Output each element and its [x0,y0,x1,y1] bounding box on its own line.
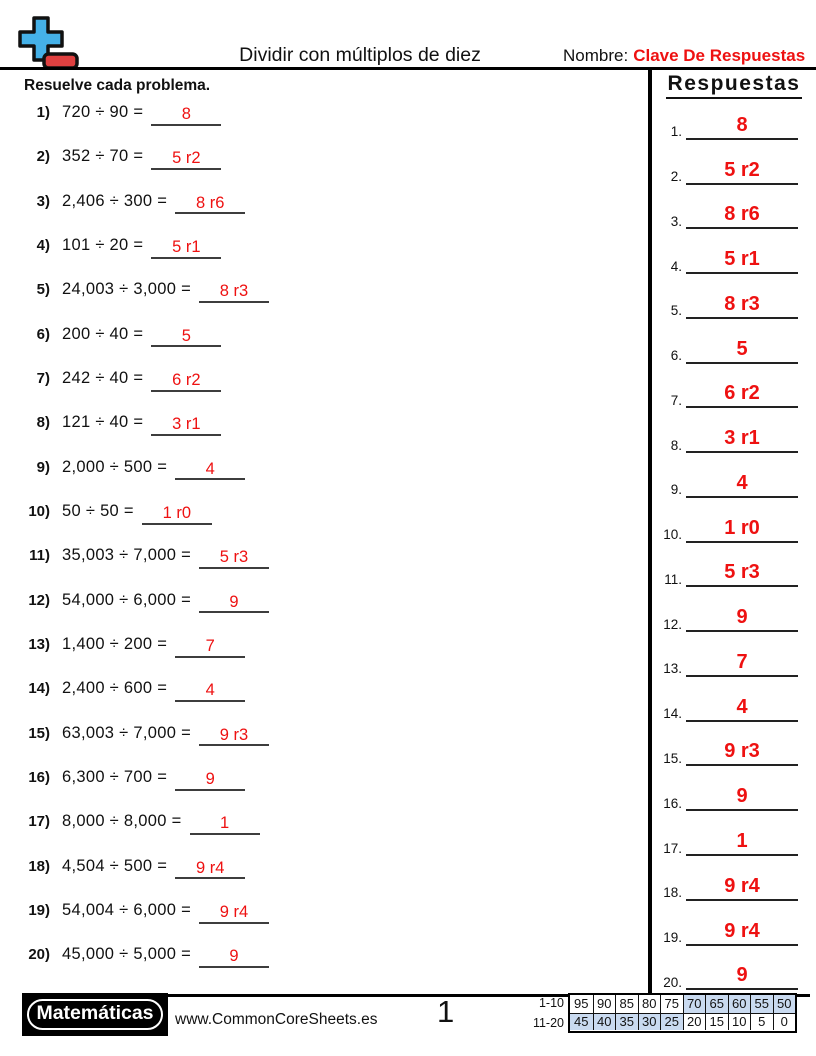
answer-blank-line [199,726,269,747]
problem-number: 18) [28,857,50,875]
page-title: Dividir con múltiplos de diez [239,44,481,66]
name-value: Clave De Respuestas [633,46,806,65]
answer-blank-line [175,859,245,880]
answer-blank-line [686,383,798,408]
answers-list [656,100,812,995]
answer-blank-line [686,697,798,722]
answer-value: 9 r4 [724,919,760,942]
problem-expression: 2,406 ÷ 300 = [62,191,168,210]
problem-row [20,765,635,809]
answer-row [656,458,812,503]
answer-blank-line [686,160,798,185]
answer-blank-line [686,115,798,140]
problem-expression: 720 ÷ 90 = [62,103,144,121]
problem-expression: 45,000 ÷ 5,000 = [62,945,192,964]
problem-number: 12) [28,591,50,609]
answer-row [656,771,812,816]
problem-number: 11) [29,547,50,565]
answer-blank-line [686,562,798,587]
problem-number: 16) [28,768,50,786]
problem-expression: 54,004 ÷ 6,000 = [62,900,192,919]
problems-list [20,100,635,987]
answer-number: 8. [670,437,682,453]
answers-panel-header [656,72,812,99]
answer-value: 5 r3 [724,561,760,584]
answer-row [656,324,812,369]
problem-row [20,410,635,454]
answer-blank-line [151,327,221,348]
answer-row [656,861,812,906]
answer-blank-line [686,741,798,766]
answer-number: 6. [670,348,682,364]
problem-answer-value: 8 [181,105,191,123]
answer-blank-line [199,947,269,968]
problem-row [20,676,635,720]
problem-row [20,144,635,188]
answer-blank-line [151,238,221,259]
answer-blank-line [199,903,269,924]
problem-expression: 63,003 ÷ 7,000 = [62,723,192,742]
problem-expression: 352 ÷ 70 = [62,147,144,166]
answer-blank-line [686,339,798,364]
problem-expression: 8,000 ÷ 8,000 = [62,812,182,831]
answer-number: 5. [670,303,682,319]
problem-number: 13) [28,635,50,653]
problem-expression: 1,400 ÷ 200 = [62,634,168,653]
problem-answer-value: 5 r3 [219,548,249,567]
answer-row [656,234,812,279]
answer-value: 5 [736,337,748,360]
problem-row [20,632,635,676]
answer-blank-line [199,548,269,569]
problem-answer-value: 8 r6 [195,193,225,212]
problem-answer-value: 6 r2 [172,370,201,389]
problem-row [20,366,635,410]
answer-blank-line [175,681,245,702]
score-row-label-1-10: 1-10 [538,996,564,1010]
problem-row [20,322,635,366]
problem-expression: 6,300 ÷ 700 = [62,767,168,786]
answer-value: 1 [736,830,748,853]
problem-number: 4) [36,236,50,254]
problem-number: 7) [36,369,50,387]
brand-name: Matemáticas [27,999,162,1030]
problem-expression: 4,504 ÷ 500 = [62,856,168,875]
problem-answer-value: 4 [205,681,215,700]
answer-number: 20. [663,974,682,990]
problem-row [20,499,635,543]
answer-number: 12. [663,616,682,632]
problem-row [20,898,635,942]
score-grid-row [570,995,795,1013]
answer-number: 15. [663,750,682,766]
name-label: Nombre: [563,46,629,65]
score-cell: 0 [773,1013,796,1031]
problem-row [20,809,635,853]
answer-value: 9 [736,606,748,629]
answer-number: 7. [670,392,682,408]
problem-number: 8) [36,414,50,432]
score-cell: 50 [773,995,796,1013]
problem-answer-value: 1 [219,814,230,833]
answer-blank-line [142,504,212,525]
problem-row [20,543,635,587]
problem-answer-value: 3 r1 [172,415,201,434]
score-cell: 80 [638,995,661,1013]
answer-blank-line [151,371,221,392]
website-text: www.CommonCoreSheets.es [175,1011,378,1028]
answer-blank-line [686,965,798,990]
problem-number: 9) [36,458,50,476]
problem-row [20,942,635,986]
problem-number: 20) [28,946,50,964]
name-row [563,46,805,66]
brand-badge [22,993,168,1036]
score-cell: 65 [705,995,728,1013]
answer-blank-line [686,518,798,543]
problem-number: 2) [36,148,50,166]
problem-answer-value: 7 [205,636,215,655]
problem-number: 19) [28,901,50,919]
problem-row [20,588,635,632]
answer-value: 4 [736,695,748,718]
score-cell: 90 [593,995,616,1013]
answer-row [656,682,812,727]
answer-blank-line [151,105,221,126]
score-cell: 30 [638,1013,661,1031]
answer-number: 18. [663,885,682,901]
answer-blank-line [199,282,269,303]
problem-number: 15) [28,724,50,742]
score-cell: 95 [570,995,593,1013]
answer-blank-line [686,652,798,677]
score-cell: 10 [728,1013,751,1031]
answer-row [656,592,812,637]
answer-row [656,816,812,861]
answer-blank-line [199,593,269,614]
problem-answer-value: 9 r4 [195,858,225,877]
answer-row [656,637,812,682]
score-row-label-11-20: 11-20 [532,1016,564,1030]
answer-blank-line [175,770,245,791]
answer-blank-line [686,607,798,632]
answer-row [656,906,812,951]
problem-answer-value: 8 r3 [219,282,249,301]
answer-blank-line [175,460,245,481]
problem-expression: 242 ÷ 40 = [62,368,144,387]
answer-value: 9 r4 [724,874,760,897]
problem-expression: 50 ÷ 50 = [62,501,134,520]
answer-row [656,100,812,145]
problem-row [20,277,635,321]
problem-expression: 101 ÷ 20 = [62,235,144,254]
score-cell: 85 [615,995,638,1013]
problem-number: 1) [36,104,50,121]
answer-number: 13. [663,661,682,677]
problem-row [20,455,635,499]
answers-column-divider [648,70,652,996]
answer-blank-line [686,204,798,229]
answer-value: 9 r3 [724,740,760,763]
answer-number: 2. [670,169,682,185]
answer-value: 9 [736,785,748,808]
problem-row [20,233,635,277]
problem-expression: 24,003 ÷ 3,000 = [62,280,192,299]
score-cell: 45 [570,1013,593,1031]
answer-row [656,503,812,548]
score-cell: 5 [750,1013,773,1031]
score-cell: 35 [615,1013,638,1031]
answer-blank-line [686,831,798,856]
answer-blank-line [190,814,260,835]
plus-minus-logo-icon [14,14,80,74]
problem-number: 5) [36,281,50,299]
score-cell: 15 [705,1013,728,1031]
answer-value: 5 r1 [724,248,760,271]
score-table [524,993,797,1033]
score-cell: 20 [683,1013,706,1031]
answer-value: 6 r2 [724,382,760,405]
header-divider-rule [0,67,816,70]
answer-blank-line [686,473,798,498]
problem-number: 3) [36,192,50,210]
score-cell: 60 [728,995,751,1013]
score-cell: 70 [683,995,706,1013]
score-cell: 25 [660,1013,683,1031]
problem-number: 14) [28,680,50,698]
answer-blank-line [151,149,221,170]
problem-answer-value: 9 r4 [219,902,249,921]
answer-row [656,145,812,190]
problem-row [20,189,635,233]
answer-number: 14. [663,706,682,722]
problem-answer-value: 1 r0 [162,503,192,522]
answer-number: 19. [663,930,682,946]
problem-answer-value: 9 [229,592,239,611]
answer-row [656,413,812,458]
answer-number: 3. [670,213,682,229]
answer-row [656,727,812,772]
problem-answer-value: 5 [181,326,191,345]
answer-value: 8 [736,113,748,136]
answer-number: 16. [663,795,682,811]
problem-row [20,721,635,765]
answer-blank-line [686,786,798,811]
problem-number: 17) [28,813,50,831]
answer-blank-line [686,876,798,901]
problem-answer-value: 9 r3 [219,725,249,744]
answers-panel-title: Respuestas [666,72,803,99]
answer-blank-line [686,428,798,453]
answer-blank-line [686,294,798,319]
answer-value: 1 r0 [724,516,760,539]
problem-number: 10) [28,502,50,520]
problem-answer-value: 5 r2 [172,149,201,168]
answer-row [656,190,812,235]
answer-number: 10. [663,527,682,543]
answer-value: 5 r2 [724,158,760,181]
problem-answer-value: 9 [205,769,215,788]
score-grid-row [570,1013,795,1031]
answer-row [656,548,812,593]
answer-blank-line [175,637,245,658]
problem-answer-value: 5 r1 [172,237,201,256]
answer-number: 4. [670,258,682,274]
answer-value: 8 r6 [724,203,760,226]
answer-row [656,279,812,324]
answer-value: 8 r3 [724,292,760,315]
answer-blank-line [686,249,798,274]
answer-number: 1. [670,124,682,140]
answer-blank-line [151,415,221,436]
answer-value: 7 [736,650,748,673]
score-grid [568,993,797,1033]
problem-expression: 121 ÷ 40 = [62,413,144,432]
problem-expression: 2,000 ÷ 500 = [62,457,168,476]
problem-number: 6) [36,325,50,343]
score-cell: 55 [750,995,773,1013]
answer-number: 9. [670,482,682,498]
problem-expression: 54,000 ÷ 6,000 = [62,590,192,609]
problem-expression: 200 ÷ 40 = [62,324,144,343]
answer-value: 9 [736,964,748,987]
problem-answer-value: 4 [205,459,215,478]
answer-row [656,951,812,996]
problem-row [20,100,635,144]
problem-expression: 2,400 ÷ 600 = [62,679,168,698]
answer-value: 3 r1 [724,427,760,450]
score-cell: 40 [593,1013,616,1031]
problem-row [20,854,635,898]
answer-blank-line [686,921,798,946]
answer-number: 11. [664,571,682,587]
instructions-text: Resuelve cada problema. [24,77,211,94]
page-number: 1 [437,994,455,1029]
answer-row [656,369,812,414]
score-cell: 75 [660,995,683,1013]
problem-answer-value: 9 [229,947,239,966]
answer-number: 17. [663,840,682,856]
problem-expression: 35,003 ÷ 7,000 = [62,546,192,565]
answer-value: 4 [736,471,748,494]
answer-blank-line [175,194,245,215]
